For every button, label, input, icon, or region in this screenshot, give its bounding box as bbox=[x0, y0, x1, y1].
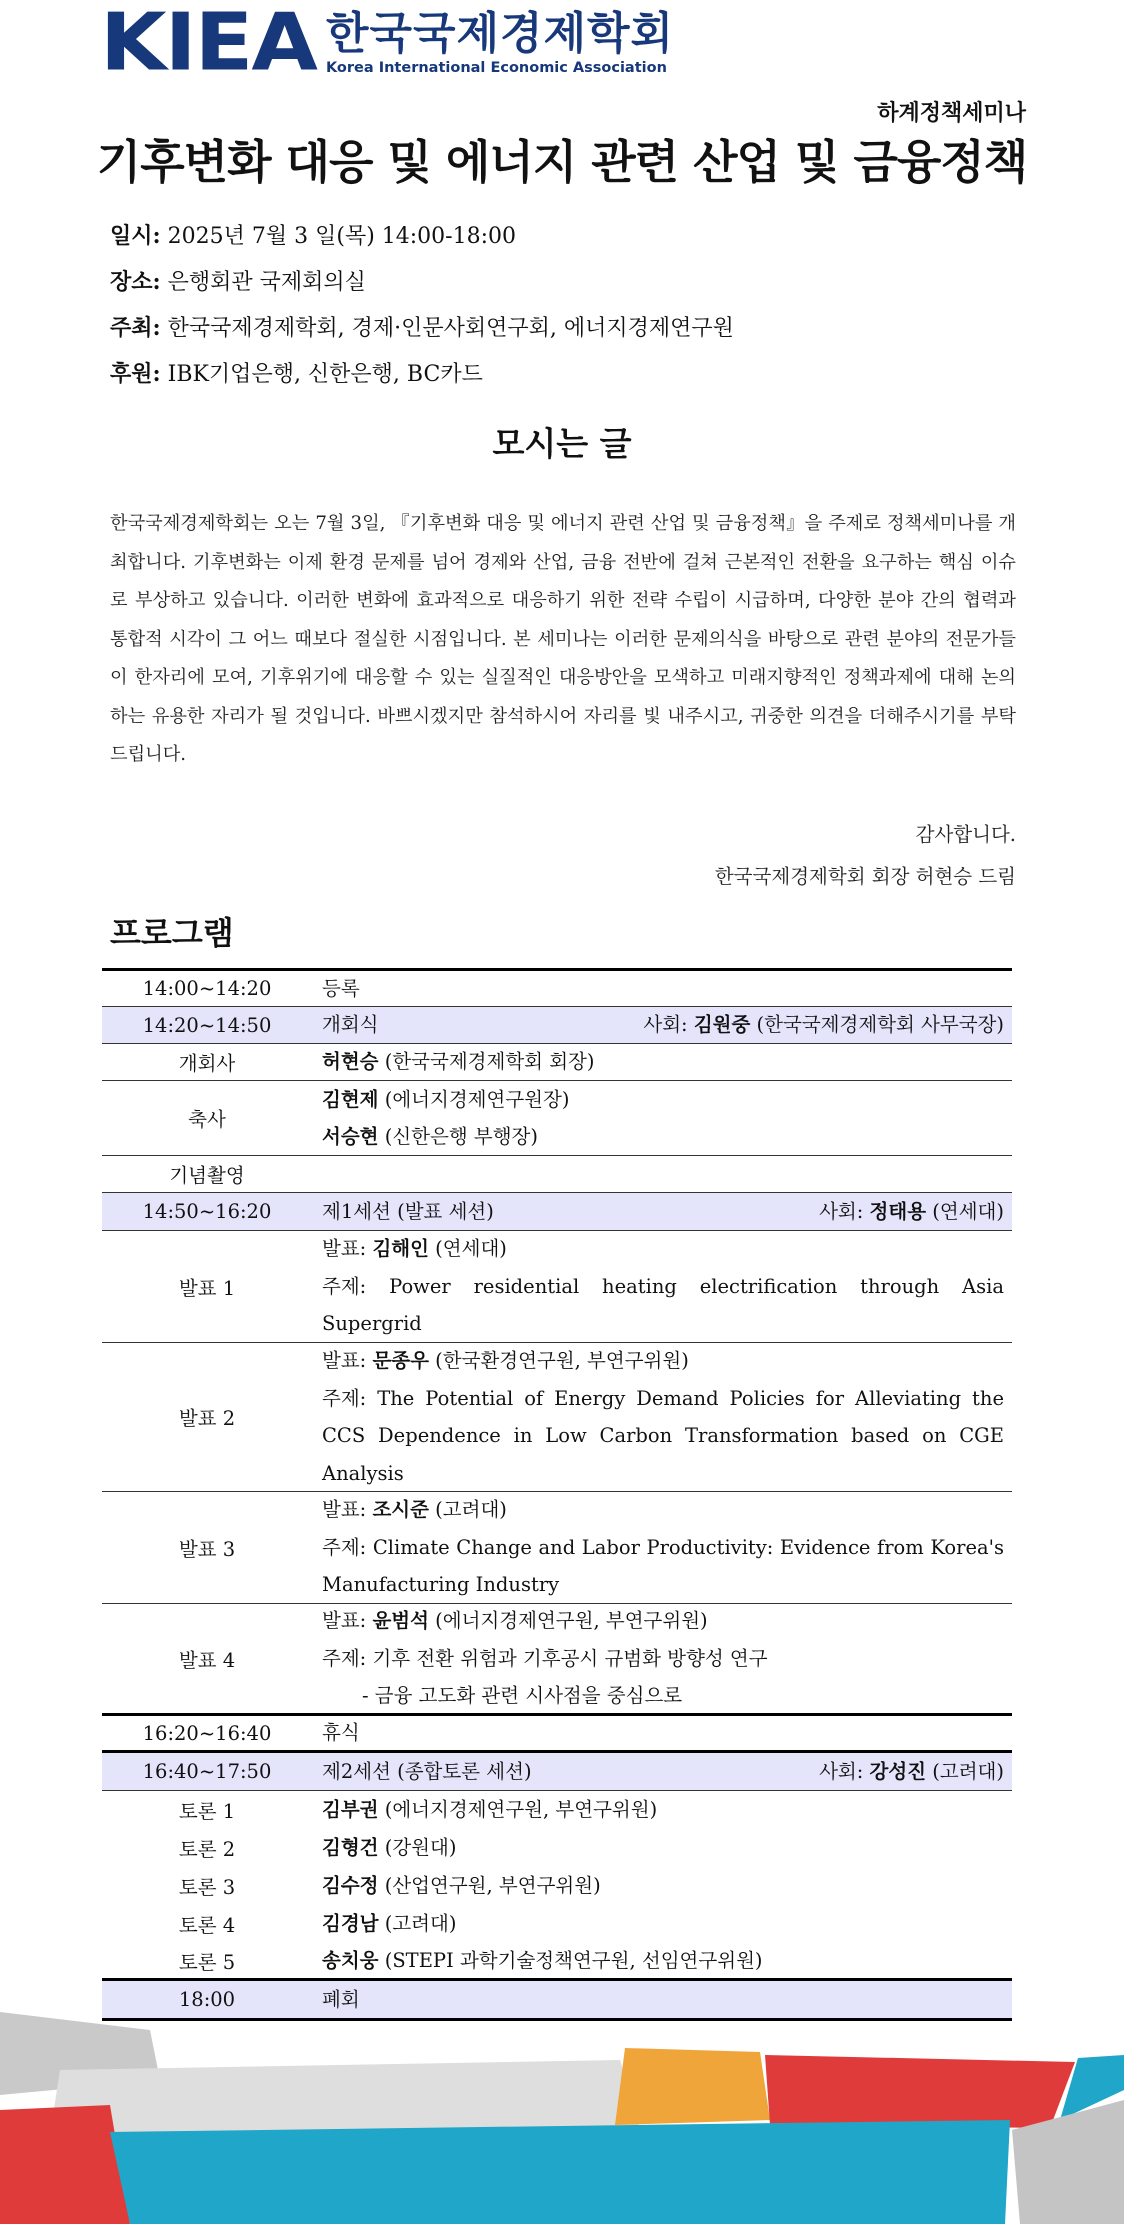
invitation-closing bbox=[715, 814, 1016, 898]
program-row-photo: 기념촬영 bbox=[102, 1156, 1012, 1193]
program-row-talk-1: 발표 1 발표: 김해인 (연세대) 주제: Power residential heating electrification through Asia Supergrid bbox=[102, 1231, 1012, 1343]
program-row-opening: 14:20~14:50 개회식 사회: 김원중 (한국국제경제학회 사무국장) bbox=[102, 1007, 1012, 1044]
invitation-title: 모시는 글 bbox=[492, 424, 632, 463]
program-row-discussant-5: 토론 5 송치웅 (STEPI 과학기술정책연구원, 선임연구위원) bbox=[102, 1943, 1012, 1981]
program-row-congrats: 축사 김현제 (에너지경제연구원장) 서승현 (신한은행 부행장) bbox=[102, 1081, 1012, 1156]
info-place: 장소: 은행회관 국제회의실 bbox=[110, 269, 366, 295]
program-row-opening-address: 개회사 허현승 (한국국제경제학회 회장) bbox=[102, 1044, 1012, 1081]
session1-moderator: 사회: 정태용 (연세대) bbox=[819, 1199, 1004, 1223]
program-row-talk-4: 발표 4 발표: 윤범석 (에너지경제연구원, 부연구위원) 주제: 기후 전환 위험과 기후공시 규범화 방향성 연구 - 금융 고도화 관련 시사점을 중심으로 bbox=[102, 1604, 1012, 1716]
program-row-discussant-2: 토론 2 김형건 (강원대) bbox=[178, 1836, 457, 1861]
logo-korean-name: 한국국제경제학회 bbox=[325, 8, 674, 59]
page-title: 기후변화 대응 및 에너지 관련 산업 및 금융정책 bbox=[96, 135, 1028, 189]
event-info bbox=[110, 218, 734, 402]
program-table bbox=[102, 968, 1012, 2021]
program-row-talk-3: 발표 3 발표: 조시준 (고려대) 주제: Climate Change and Labor Productivity: Evidence from Korea's Manufacturing Industry bbox=[102, 1492, 1012, 1604]
logo-english-name: Korea International Economic Association bbox=[325, 60, 667, 76]
logo-mark: KIEA bbox=[100, 0, 316, 89]
kiea-logo bbox=[100, 0, 674, 89]
program-row-break: 16:20~16:40 휴식 bbox=[102, 1716, 1012, 1753]
opening-moderator: 사회: 김원중 (한국국제경제학회 사무국장) bbox=[643, 1013, 1004, 1037]
program-row-registration: 14:00~14:20 등록 bbox=[102, 968, 1012, 1007]
info-sponsor: 후원: IBK기업은행, 신한은행, BC카드 bbox=[110, 361, 483, 387]
thanks-text: 감사합니다. bbox=[915, 823, 1016, 846]
program-row-discussant-1: 토론 1 김부권 (에너지경제연구원, 부연구위원) bbox=[178, 1798, 658, 1823]
program-row-discussant-3: 토론 3 김수정 (산업연구원, 부연구위원) bbox=[178, 1874, 601, 1899]
program-row-discussant-4: 토론 4 김경남 (고려대) bbox=[178, 1912, 457, 1937]
program-title: 프로그램 bbox=[110, 914, 234, 952]
program-row-session2: 16:40~17:50 제2세션 (종합토론 세션) 사회: 강성진 (고려대) bbox=[102, 1753, 1012, 1791]
program-row-closing: 18:00 폐회 bbox=[102, 1981, 1012, 2021]
program-row-talk-2: 발표 2 발표: 문종우 (한국환경연구원, 부연구위원) 주제: The Potential of Energy Demand Policies for Alleviating the CCS Dependence in Low Carbon Transformation based on CGE Analysis bbox=[102, 1343, 1012, 1492]
invitation-body: 한국국제경제학회는 오는 7월 3일, 『기후변화 대응 및 에너지 관련 산업 및 금융정책』을 주제로 정책세미나를 개최합니다. 기후변화는 이제 환경 문제를 넘어 경제와 산업, 금융 전반에 걸쳐 근본적인 전환을 요구하는 핵심 이슈로 부상하고 있습니다. 이러한 변화에 효과적으로 대응하기 위한 전략 수립이 시급하며, 다양한 분야 간의 협력과 통합적 시각이 그 어느 때보다 절실한 시점입니다. 본 세미나는 이러한 문제의식을 바탕으로 관련 분야의 전문가들이 한자리에 모여, 기후위기에 대응할 수 있는 실질적인 대응방안을 모색하고 미래지향적인 정책과제에 대해 논의하는 유용한 자리가 될 것입니다. 바쁘시겠지만 참석하시어 자리를 빛 내주시고, 귀중한 의견을 더해주시기를 부탁드립니다. bbox=[110, 513, 1016, 765]
session2-moderator: 사회: 강성진 (고려대) bbox=[819, 1759, 1004, 1783]
info-date: 일시: 2025년 7월 3 일(목) 14:00-18:00 bbox=[110, 223, 517, 249]
seminar-subtitle: 하계정책세미나 bbox=[877, 101, 1026, 126]
signature: 한국국제경제학회 회장 허현승 드림 bbox=[714, 865, 1016, 888]
program-row-session1: 14:50~16:20 제1세션 (발표 세션) 사회: 정태용 (연세대) bbox=[102, 1193, 1012, 1231]
info-host: 주최: 한국국제경제학회, 경제·인문사회연구회, 에너지경제연구원 bbox=[110, 315, 734, 341]
decorative-footer-shapes bbox=[0, 2000, 1124, 2224]
